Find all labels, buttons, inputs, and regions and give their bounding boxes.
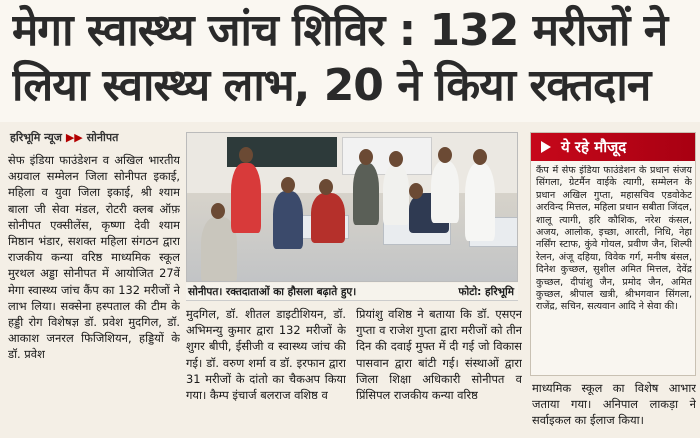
- photo-person: [273, 191, 303, 249]
- headline-line-1: मेगा स्वास्थ्य जांच शिविर : 132 मरीजों ने: [12, 5, 668, 56]
- photo-caption-bar: [186, 283, 518, 301]
- photo-person-head: [359, 149, 373, 165]
- headline-line-2: लिया स्वास्थ्य लाभ, 20 ने किया रक्तदान: [12, 60, 651, 111]
- article-column-4: माध्यमिक स्कूल का विशेष आभार जताया गया। अनिपाल लाकड़ा ने सर्वाइकल का ईलाज किया।: [532, 381, 696, 428]
- byline-place: सोनीपत: [86, 131, 119, 144]
- photo-person: [353, 163, 379, 225]
- attendees-box-title: ये रहे मौजूद: [561, 138, 627, 156]
- article-column-2: मुदगिल, डॉ. शीतल डाइटीशियन, डॉ. अभिमन्यु कुमार द्वारा 132 मरीजों के शुगर बीपी, ईसीजी व स्वास्थ्य जांच की गई। डॉ. वरुण शर्मा व डॉ. इरफान द्वारा 31 मरीजों के दांतो का चैकअप किया गया। कैम्प इंचार्ज बलराज वशिष्ठ व: [186, 307, 346, 403]
- news-photo: [186, 132, 518, 282]
- attendees-box-text: कैंप में सेफ इंडिया फाउंडेशन के प्रधान संजय सिंगला, ग्रेटर्मैन वाईके त्यागी, सम्मेलन के प्रधान अखिल गुप्ता, महासचिव एडवोकेट अरविन्द मित्तल, महिला प्रधान सबीता जिंदल, शालू त्यागी, हरि कौशिक, नरेश कंसल, अजय, आलोक, इच्छा, आरती, निधि, नेहा नर्सिंग स्टाफ, कुंवे गोयल, प्रवीण जैन, शिल्पी रेलन, अंजू दहिया, विवेक गर्ग, मनीष बंसल, दिनेश कुच्छल, सुशील अमित मित्तल, देवेंद्र कुच्छल, दीपांशु जैन, प्रमोद जैन, अमित कुच्छल, श्रीपाल खत्री, श्रीभगवान सिंगला, राजेंद्र, सचिन, सत्यवान आदि ने सेवा की।: [536, 165, 692, 313]
- photo-person-head: [239, 147, 253, 163]
- photo-person-head: [409, 183, 423, 199]
- article-column-3: प्रियांशु वशिष्ठ ने बताया कि डॉ. एसएन गुप्ता व राजेश गुप्ता द्वारा मरीजों को तीन दिन की दवाई मुफ्त में दी गई जो विकास पासवान द्वारा बांटी गई। संस्थाओं द्वारा जिला शिक्षा अधिकारी सोनीपत व प्रिंसिपल राजकीय कन्या वरिष्ठ: [356, 307, 522, 403]
- headline: [0, 0, 700, 122]
- attendees-box: [530, 132, 696, 376]
- photo-person-head: [211, 203, 225, 219]
- photo-person: [431, 161, 459, 223]
- photo-person: [311, 193, 345, 243]
- play-triangle-icon: [541, 141, 551, 153]
- photo-person: [231, 163, 261, 233]
- photo-person-head: [438, 147, 452, 163]
- article-column-1: सेफ इंडिया फाउंडेशन व अखिल भारतीय अग्रवाल सम्मेलन जिला सोनीपत इकाई, महिला व युवा जिला इकाई, श्री श्याम बाला जी सेवा मंडल, रोटरी क्लब ऑफ़ सोनीपत एक्सीलेंस, कृष्णा देवी श्याम मिष्ठान भंडार, सशक्त महिला संगठन द्वारा राजकीय कन्या वरिष्ठ माध्यमिक स्कूल मुरथल अड्डा सोनीपत में आयोजित 27वें मेगा स्वास्थ्य जांच कैंप का 132 मरीजों ने लाभ लिया। सक्सेना हस्पताल की टीम के हड्डी रोग विशेषज्ञ डॉ. प्रवेश मुदगिल, डॉ. आकाश जनरल फिजिशियन, हड्डियों के डॉ. प्रवेश: [8, 153, 180, 362]
- photo-person-head: [473, 149, 487, 165]
- attendees-box-header: [531, 133, 695, 161]
- photo-person-head: [389, 151, 403, 167]
- byline-arrow-icon: ▶▶: [65, 131, 83, 144]
- photo-person-head: [319, 179, 333, 195]
- photo-person: [465, 163, 495, 241]
- photo-caption: सोनीपत। रक्तदाताओं का हौसला बढ़ाते हुए।: [188, 286, 357, 298]
- photo-person: [383, 165, 409, 225]
- byline: [10, 130, 178, 146]
- byline-source: हरिभूमि न्यूज: [10, 131, 62, 144]
- photo-credit: फोटो: हरिभूमि: [458, 286, 514, 298]
- photo-person-head: [281, 177, 295, 193]
